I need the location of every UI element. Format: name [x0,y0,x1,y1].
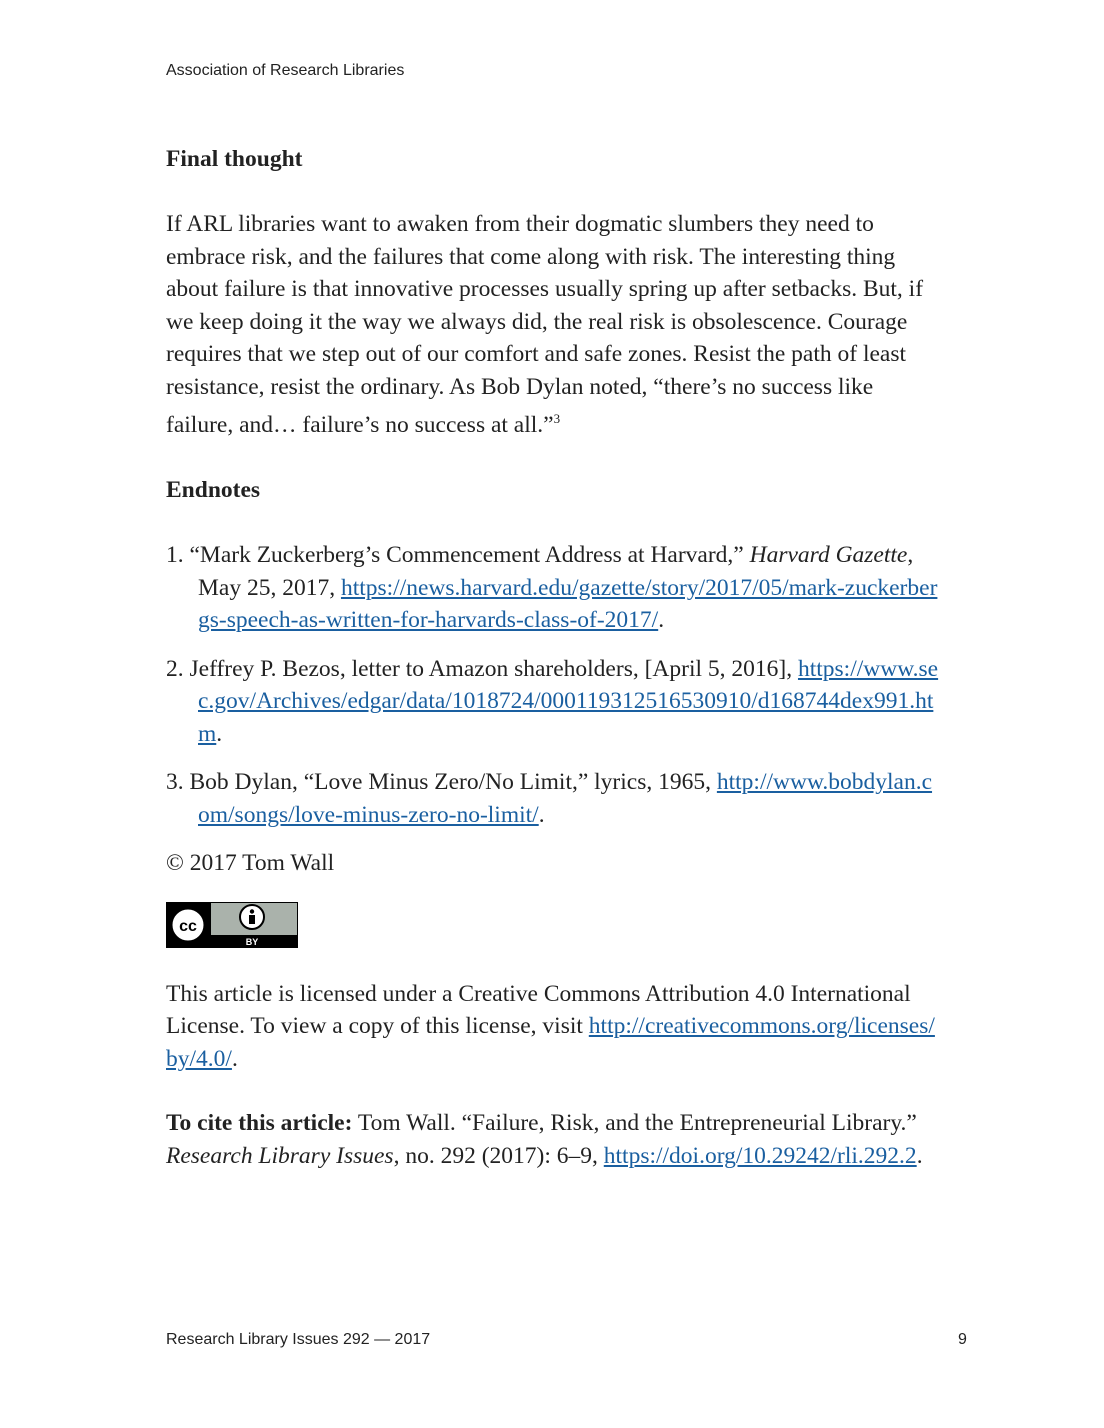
endnote-number: 3. [166,769,184,796]
cite-label: To cite this article: [166,1110,353,1137]
copyright: © 2017 Tom Wall [166,850,335,877]
page-number: 9 [958,1331,967,1348]
endnote-text: , May 25, 2017, [198,542,914,601]
citation-paragraph [166,1107,941,1172]
endnote-2 [166,653,941,751]
endnote-3-link[interactable]: http://www.bobdylan.com/songs/love-minus-zero-no-limit/ [198,769,933,828]
cc-badge-label: cc [179,917,197,935]
endnote-source-title: Harvard Gazette [749,542,908,569]
endnote-3 [166,766,941,831]
doi-link[interactable]: https://doi.org/10.29242/rli.292.2 [603,1142,917,1169]
license-period: . [231,1045,238,1072]
endnotes-list [166,539,941,831]
endnote-text: Jeffrey P. Bezos, letter to Amazon shareholders, [April 5, 2016], [189,655,793,682]
license-paragraph [166,978,941,1076]
endnote-number: 2. [166,655,184,682]
running-header: Association of Research Libraries [166,62,405,79]
cite-period: . [916,1142,923,1169]
cite-text: , no. 292 (2017): 6–9, [393,1142,598,1169]
endnote-text: “Mark Zuckerberg’s Commencement Address at Harvard,” [189,542,744,569]
main-content [166,140,941,1172]
final-thought-text: If ARL libraries want to awaken from their dogmatic slumbers they need to embrace risk, and the failures that come along with risk. The interesting thing about failure is that innovative processes usually spring up after setbacks. But, if we keep doing it the way we always did, the real risk is obsolescence. Courage requires that we step out of our comfort and safe zones. Resist the path of least resistance, resist the ordinary. As Bob Dylan noted, “there’s no success like failure, and… failure’s no success at all.” [166,211,924,438]
cc-by-license-icon[interactable] [166,902,298,948]
final-thought-paragraph [166,208,941,441]
endnote-text: Bob Dylan, “Love Minus Zero/No Limit,” lyrics, 1965, [189,769,711,796]
endnote-period: . [538,801,545,828]
final-thought-heading: Final thought [166,146,303,172]
endnote-period: . [216,720,223,747]
license-link[interactable]: http://creativecommons.org/licenses/by/4.0/ [166,1013,935,1072]
license-text: This article is licensed under a Creative Commons Attribution 4.0 International License. To view a copy of this license, visit [166,980,911,1040]
endnote-period: . [658,607,665,634]
footer-journal: Research Library Issues 292 — 2017 [166,1331,431,1348]
endnote-1 [166,539,941,637]
endnote-2-link[interactable]: https://www.sec.gov/Archives/edgar/data/1018724/000119312516530910/d168744dex991.htm [198,655,939,747]
cite-journal: Research Library Issues [166,1142,394,1169]
cite-text: Tom Wall. “Failure, Risk, and the Entrepreneurial Library.” [357,1110,917,1137]
endnotes-heading: Endnotes [166,477,261,504]
by-badge-label: BY [245,936,259,947]
endnote-1-link[interactable]: https://news.harvard.edu/gazette/story/2017/05/mark-zuckerbergs-speech-as-written-for-harvards-class-of-2017/ [198,574,938,634]
footnote-ref-3[interactable]: 3 [553,411,561,426]
endnote-number: 1. [166,542,184,569]
